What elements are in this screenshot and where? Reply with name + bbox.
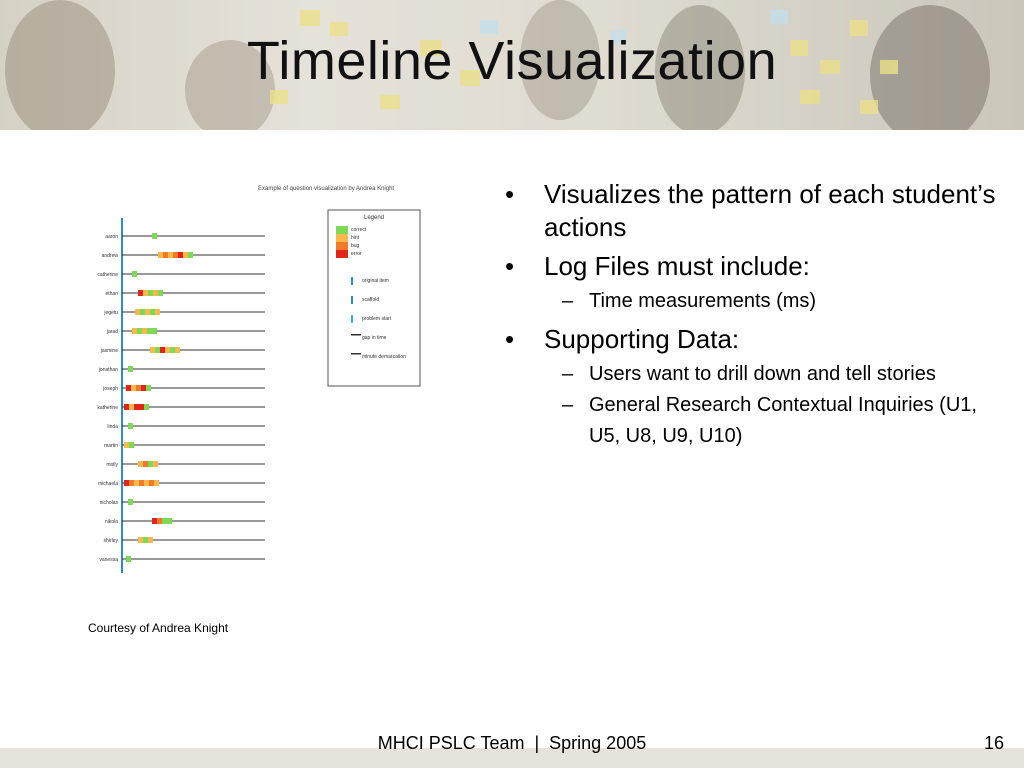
action-mark — [178, 252, 183, 258]
action-mark — [152, 233, 157, 239]
page-number: 16 — [983, 733, 1004, 753]
action-mark — [148, 290, 153, 296]
bullet-marker: – — [562, 290, 574, 312]
bullet-marker: – — [562, 363, 574, 385]
student-label: linda — [107, 424, 118, 430]
action-mark — [148, 461, 153, 467]
action-mark — [155, 347, 160, 353]
legend-label: hint — [351, 235, 360, 241]
action-mark — [131, 385, 136, 391]
bullet-text: Supporting Data: — [544, 324, 740, 354]
student-label: andrew — [101, 253, 118, 259]
bullet-marker: • — [505, 251, 515, 281]
action-mark — [129, 480, 134, 486]
student-label: jasmine — [100, 348, 118, 354]
legend-marker-label: original item — [362, 278, 389, 284]
footer-text: MHCI PSLC Team | Spring 2005 — [377, 733, 647, 753]
action-mark — [167, 518, 172, 524]
student-label: michaela — [97, 481, 118, 487]
timeline-figure — [80, 178, 440, 578]
action-mark — [150, 309, 155, 315]
student-label: ethan — [105, 291, 118, 297]
action-mark — [153, 461, 158, 467]
legend-marker-icon — [351, 277, 353, 285]
sub-bullet-item — [505, 359, 1005, 390]
action-mark — [147, 328, 152, 334]
student-label: joseph — [103, 386, 118, 392]
legend-marker-label: gap in time — [362, 335, 387, 341]
action-mark — [124, 442, 129, 448]
student-label: molly — [106, 462, 118, 468]
action-mark — [183, 252, 188, 258]
action-mark — [158, 252, 163, 258]
action-mark — [126, 385, 131, 391]
action-mark — [138, 537, 143, 543]
action-mark — [137, 328, 142, 334]
legend-swatch — [336, 242, 348, 250]
bullet-item — [505, 178, 1005, 244]
bullet-marker: • — [505, 179, 515, 209]
legend-marker-icon — [351, 334, 361, 336]
bullet-text: General Research Contextual Inquiries (U1, U5, U8, U9, U10) — [589, 394, 977, 447]
action-mark — [160, 347, 165, 353]
student-label: nikola — [104, 519, 118, 525]
action-mark — [135, 309, 140, 315]
legend-marker-label: problem start — [362, 316, 392, 322]
action-mark — [134, 404, 139, 410]
student-label: jegetu — [104, 310, 118, 316]
action-mark — [126, 556, 131, 562]
action-mark — [175, 347, 180, 353]
legend-swatch — [336, 226, 348, 234]
action-mark — [128, 366, 133, 372]
legend-label: error — [351, 251, 362, 257]
action-mark — [170, 347, 175, 353]
action-mark — [136, 385, 141, 391]
student-label: martin — [104, 443, 118, 449]
action-mark — [145, 309, 150, 315]
action-mark — [165, 347, 170, 353]
student-label: catherine — [97, 272, 118, 278]
legend-title: Legend — [364, 215, 385, 221]
action-mark — [140, 309, 145, 315]
figure-caption: Example of question visualization by Andrea Knight — [258, 186, 395, 192]
student-label: aaron — [105, 234, 118, 240]
bullet-text: Log Files must include: — [544, 251, 810, 281]
action-mark — [128, 423, 133, 429]
legend-label: correct — [351, 227, 367, 233]
courtesy-text: Courtesy of Andrea Knight — [88, 621, 229, 635]
bullet-text: Time measurements (ms) — [589, 290, 817, 312]
legend-marker-icon — [351, 353, 361, 355]
student-label: katherine — [97, 405, 118, 411]
action-mark — [149, 480, 154, 486]
bullet-marker: • — [505, 324, 515, 354]
bullet-text: Visualizes the pattern of each student’s actions — [544, 179, 996, 242]
bullet-list — [505, 178, 1005, 452]
legend-label: bug — [351, 243, 360, 249]
legend-marker-label: minute demarcation — [362, 354, 406, 360]
bullet-item — [505, 323, 1005, 356]
action-mark — [153, 290, 158, 296]
action-mark — [144, 404, 149, 410]
action-mark — [132, 271, 137, 277]
action-mark — [132, 328, 137, 334]
action-mark — [134, 480, 139, 486]
legend-marker-icon — [351, 296, 353, 304]
legend-swatch — [336, 250, 348, 258]
action-mark — [173, 252, 178, 258]
action-mark — [152, 518, 157, 524]
action-mark — [143, 290, 148, 296]
student-label: jonathan — [98, 367, 118, 373]
legend-swatch — [336, 234, 348, 242]
action-mark — [157, 518, 162, 524]
legend-marker-icon — [351, 315, 353, 323]
action-mark — [163, 252, 168, 258]
action-mark — [138, 461, 143, 467]
action-mark — [129, 442, 134, 448]
action-mark — [129, 404, 134, 410]
action-mark — [148, 537, 153, 543]
sub-bullet-item — [505, 390, 1005, 452]
student-label: shirley — [103, 538, 118, 544]
legend-marker-label: scaffold — [362, 297, 380, 303]
action-mark — [144, 480, 149, 486]
action-mark — [143, 537, 148, 543]
action-mark — [168, 252, 173, 258]
action-mark — [158, 290, 163, 296]
student-label: jarad — [106, 329, 118, 335]
action-mark — [128, 499, 133, 505]
action-mark — [152, 328, 157, 334]
bullet-text: Users want to drill down and tell stories — [589, 363, 936, 385]
bullet-item — [505, 250, 1005, 283]
action-mark — [146, 385, 151, 391]
action-mark — [155, 309, 160, 315]
action-mark — [142, 328, 147, 334]
slide-title: Timeline Visualization — [246, 31, 778, 91]
bullet-marker: – — [562, 394, 574, 416]
action-mark — [143, 461, 148, 467]
action-mark — [139, 480, 144, 486]
action-mark — [154, 480, 159, 486]
action-mark — [124, 480, 129, 486]
student-label: vanessa — [99, 557, 118, 563]
sub-bullet-item — [505, 286, 1005, 317]
action-mark — [139, 404, 144, 410]
action-mark — [138, 290, 143, 296]
action-mark — [124, 404, 129, 410]
action-mark — [162, 518, 167, 524]
action-mark — [188, 252, 193, 258]
action-mark — [141, 385, 146, 391]
action-mark — [150, 347, 155, 353]
student-label: nicholas — [99, 500, 118, 506]
timeline-chart — [80, 178, 440, 578]
